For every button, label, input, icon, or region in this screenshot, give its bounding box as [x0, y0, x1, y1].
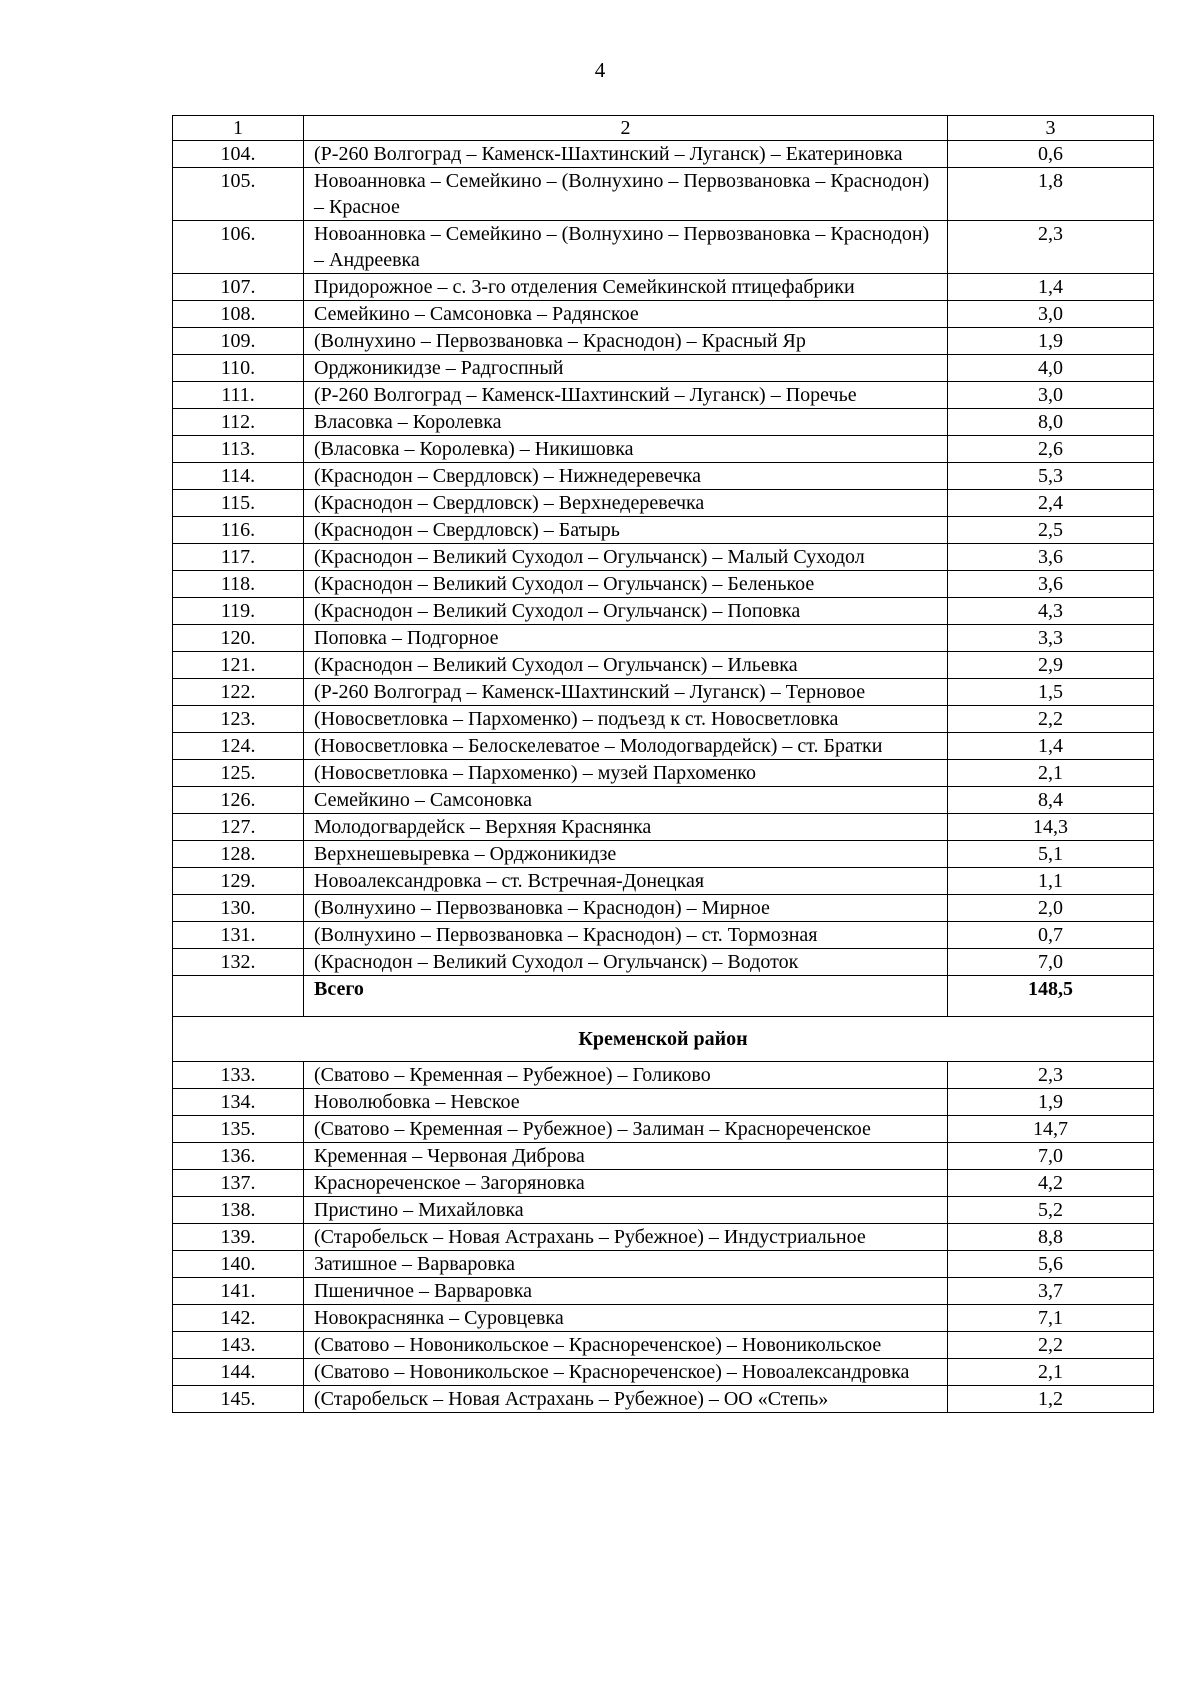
- row-number: 113.: [173, 436, 304, 463]
- road-name: Семейкино – Самсоновка: [304, 787, 948, 814]
- road-name: (Новосветловка – Пархоменко) – подъезд к ст. Новосветловка: [304, 706, 948, 733]
- row-number: 126.: [173, 787, 304, 814]
- road-length: 1,9: [948, 328, 1154, 355]
- road-length: 0,6: [948, 141, 1154, 168]
- road-name: Новокраснянка – Суровцевка: [304, 1305, 948, 1332]
- table-row: [173, 1386, 1154, 1413]
- road-name: (Сватово – Новоникольское – Краснореченское) – Новоникольское: [304, 1332, 948, 1359]
- table-row: [173, 706, 1154, 733]
- road-name: Молодогвардейск – Верхняя Краснянка: [304, 814, 948, 841]
- row-number: 143.: [173, 1332, 304, 1359]
- row-number: 144.: [173, 1359, 304, 1386]
- table-row: [173, 733, 1154, 760]
- road-length: 5,1: [948, 841, 1154, 868]
- table-row: [173, 922, 1154, 949]
- table-row: [173, 382, 1154, 409]
- table-row: [173, 868, 1154, 895]
- road-length: 2,1: [948, 760, 1154, 787]
- row-number: 142.: [173, 1305, 304, 1332]
- road-name: (Р-260 Волгоград – Каменск-Шахтинский – Луганск) – Поречье: [304, 382, 948, 409]
- table-row: [173, 787, 1154, 814]
- road-name: (Сватово – Новоникольское – Краснореченское) – Новоалександровка: [304, 1359, 948, 1386]
- road-length: 2,1: [948, 1359, 1154, 1386]
- section-title: Кременской район: [173, 1017, 1154, 1062]
- road-length: 1,5: [948, 679, 1154, 706]
- road-name: Кременная – Червоная Диброва: [304, 1143, 948, 1170]
- road-name: Верхнешевыревка – Орджоникидзе: [304, 841, 948, 868]
- table-row: [173, 1278, 1154, 1305]
- road-name: (Новосветловка – Пархоменко) – музей Пархоменко: [304, 760, 948, 787]
- total-row: [173, 976, 1154, 1017]
- table-row: [173, 463, 1154, 490]
- row-number: 123.: [173, 706, 304, 733]
- road-length: 1,1: [948, 868, 1154, 895]
- road-length: 8,4: [948, 787, 1154, 814]
- road-length: 4,0: [948, 355, 1154, 382]
- road-length: 5,6: [948, 1251, 1154, 1278]
- road-length: 2,4: [948, 490, 1154, 517]
- table-row: [173, 436, 1154, 463]
- page-number: 4: [594, 58, 606, 82]
- table-row: [173, 814, 1154, 841]
- road-length: 1,8: [948, 168, 1154, 221]
- table-row: [173, 1062, 1154, 1089]
- road-length: 7,1: [948, 1305, 1154, 1332]
- row-number: 119.: [173, 598, 304, 625]
- road-name: Пристино – Михайловка: [304, 1197, 948, 1224]
- road-length: 3,3: [948, 625, 1154, 652]
- roads-table: [172, 115, 1154, 1413]
- road-name: (Краснодон – Великий Суходол – Огульчанск) – Водоток: [304, 949, 948, 976]
- row-number: 110.: [173, 355, 304, 382]
- table-row: [173, 355, 1154, 382]
- road-name: Новолюбовка – Невское: [304, 1089, 948, 1116]
- row-number: 107.: [173, 274, 304, 301]
- table-row: [173, 168, 1154, 221]
- row-number: 118.: [173, 571, 304, 598]
- row-number: 108.: [173, 301, 304, 328]
- road-length: 2,3: [948, 221, 1154, 274]
- road-name: (Сватово – Кременная – Рубежное) – Голиково: [304, 1062, 948, 1089]
- road-length: 2,2: [948, 1332, 1154, 1359]
- road-length: 7,0: [948, 1143, 1154, 1170]
- table-row: [173, 625, 1154, 652]
- table-row: [173, 1197, 1154, 1224]
- total-value: 148,5: [948, 976, 1154, 1017]
- road-length: 3,6: [948, 571, 1154, 598]
- road-length: 14,3: [948, 814, 1154, 841]
- road-name: (Волнухино – Первозвановка – Краснодон) – Мирное: [304, 895, 948, 922]
- road-length: 2,5: [948, 517, 1154, 544]
- table-row: [173, 1305, 1154, 1332]
- road-name: Орджоникидзе – Радгоспный: [304, 355, 948, 382]
- row-number: 132.: [173, 949, 304, 976]
- table-row: [173, 328, 1154, 355]
- road-length: 7,0: [948, 949, 1154, 976]
- row-number: 104.: [173, 141, 304, 168]
- road-length: 5,2: [948, 1197, 1154, 1224]
- table-row: [173, 1116, 1154, 1143]
- road-length: 1,9: [948, 1089, 1154, 1116]
- row-number: 139.: [173, 1224, 304, 1251]
- column-header-3: 3: [948, 116, 1154, 141]
- row-number: 141.: [173, 1278, 304, 1305]
- row-number: 127.: [173, 814, 304, 841]
- table-row: [173, 274, 1154, 301]
- table-row: [173, 1143, 1154, 1170]
- road-name: (Волнухино – Первозвановка – Краснодон) – ст. Тормозная: [304, 922, 948, 949]
- row-number: 112.: [173, 409, 304, 436]
- road-length: 3,6: [948, 544, 1154, 571]
- row-number: 135.: [173, 1116, 304, 1143]
- road-name: (Р-260 Волгоград – Каменск-Шахтинский – Луганск) – Терновое: [304, 679, 948, 706]
- row-number: 105.: [173, 168, 304, 221]
- row-number: 130.: [173, 895, 304, 922]
- road-name: Краснореченское – Загоряновка: [304, 1170, 948, 1197]
- table-row: [173, 409, 1154, 436]
- table-row: [173, 841, 1154, 868]
- road-length: 3,0: [948, 301, 1154, 328]
- row-number: 120.: [173, 625, 304, 652]
- road-name: Поповка – Подгорное: [304, 625, 948, 652]
- road-name: Новоанновка – Семейкино – (Волнухино – Первозвановка – Краснодон) – Андреевка: [304, 221, 948, 274]
- table-row: [173, 598, 1154, 625]
- road-name: (Краснодон – Свердловск) – Батырь: [304, 517, 948, 544]
- road-length: 2,6: [948, 436, 1154, 463]
- row-number: 137.: [173, 1170, 304, 1197]
- road-name: (Краснодон – Свердловск) – Верхнедеревечка: [304, 490, 948, 517]
- row-number: 128.: [173, 841, 304, 868]
- road-name: Новоалександровка – ст. Встречная-Донецкая: [304, 868, 948, 895]
- road-length: 4,3: [948, 598, 1154, 625]
- row-number: 115.: [173, 490, 304, 517]
- table-row: [173, 1089, 1154, 1116]
- road-name: Семейкино – Самсоновка – Радянское: [304, 301, 948, 328]
- road-name: (Краснодон – Великий Суходол – Огульчанск) – Поповка: [304, 598, 948, 625]
- table-row: [173, 221, 1154, 274]
- road-length: 3,7: [948, 1278, 1154, 1305]
- road-name: (Сватово – Кременная – Рубежное) – Залиман – Краснореченское: [304, 1116, 948, 1143]
- road-length: 0,7: [948, 922, 1154, 949]
- column-header-2: 2: [304, 116, 948, 141]
- road-length: 2,0: [948, 895, 1154, 922]
- road-name: (Краснодон – Великий Суходол – Огульчанск) – Малый Суходол: [304, 544, 948, 571]
- table-row: [173, 490, 1154, 517]
- table-row: [173, 1224, 1154, 1251]
- road-length: 8,8: [948, 1224, 1154, 1251]
- road-name: (Власовка – Королевка) – Никишовка: [304, 436, 948, 463]
- road-length: 5,3: [948, 463, 1154, 490]
- table-row: [173, 141, 1154, 168]
- road-name: (Краснодон – Великий Суходол – Огульчанск) – Ильевка: [304, 652, 948, 679]
- total-label: Всего: [304, 976, 948, 1017]
- row-number: 145.: [173, 1386, 304, 1413]
- road-length: 1,4: [948, 274, 1154, 301]
- row-number: 106.: [173, 221, 304, 274]
- road-name: Новоанновка – Семейкино – (Волнухино – Первозвановка – Краснодон) – Красное: [304, 168, 948, 221]
- road-length: 3,0: [948, 382, 1154, 409]
- row-number: 114.: [173, 463, 304, 490]
- row-number: 122.: [173, 679, 304, 706]
- table-row: [173, 1251, 1154, 1278]
- row-number: 136.: [173, 1143, 304, 1170]
- table-row: [173, 1332, 1154, 1359]
- road-length: 1,2: [948, 1386, 1154, 1413]
- road-length: 1,4: [948, 733, 1154, 760]
- road-name: (Старобельск – Новая Астрахань – Рубежное) – ОО «Степь»: [304, 1386, 948, 1413]
- section-row: [173, 1017, 1154, 1062]
- row-number: 129.: [173, 868, 304, 895]
- row-number: 111.: [173, 382, 304, 409]
- road-name: Затишное – Варваровка: [304, 1251, 948, 1278]
- row-number: 138.: [173, 1197, 304, 1224]
- row-number: 140.: [173, 1251, 304, 1278]
- road-length: 2,3: [948, 1062, 1154, 1089]
- row-number: 117.: [173, 544, 304, 571]
- table-row: [173, 517, 1154, 544]
- table-row: [173, 949, 1154, 976]
- row-number: 116.: [173, 517, 304, 544]
- table-row: [173, 571, 1154, 598]
- table-row: [173, 1359, 1154, 1386]
- road-length: 8,0: [948, 409, 1154, 436]
- row-number: 109.: [173, 328, 304, 355]
- row-number: 124.: [173, 733, 304, 760]
- road-name: (Р-260 Волгоград – Каменск-Шахтинский – Луганск) – Екатериновка: [304, 141, 948, 168]
- row-number: 133.: [173, 1062, 304, 1089]
- row-number: 134.: [173, 1089, 304, 1116]
- table-row: [173, 544, 1154, 571]
- table-row: [173, 1170, 1154, 1197]
- table-row: [173, 652, 1154, 679]
- road-name: (Краснодон – Великий Суходол – Огульчанск) – Беленькое: [304, 571, 948, 598]
- table-row: [173, 301, 1154, 328]
- table-row: [173, 679, 1154, 706]
- roads-table-body: [173, 116, 1154, 1413]
- table-row: [173, 760, 1154, 787]
- row-number: 125.: [173, 760, 304, 787]
- total-empty-cell: [173, 976, 304, 1017]
- road-length: 2,9: [948, 652, 1154, 679]
- road-name: (Старобельск – Новая Астрахань – Рубежное) – Индустриальное: [304, 1224, 948, 1251]
- road-name: (Краснодон – Свердловск) – Нижнедеревечка: [304, 463, 948, 490]
- road-length: 4,2: [948, 1170, 1154, 1197]
- table-row: [173, 895, 1154, 922]
- road-length: 14,7: [948, 1116, 1154, 1143]
- row-number: 121.: [173, 652, 304, 679]
- road-name: Придорожное – с. 3-го отделения Семейкинской птицефабрики: [304, 274, 948, 301]
- row-number: 131.: [173, 922, 304, 949]
- table-header-row: [173, 116, 1154, 141]
- road-name: Пшеничное – Варваровка: [304, 1278, 948, 1305]
- road-length: 2,2: [948, 706, 1154, 733]
- column-header-1: 1: [173, 116, 304, 141]
- road-name: Власовка – Королевка: [304, 409, 948, 436]
- road-name: (Волнухино – Первозвановка – Краснодон) – Красный Яр: [304, 328, 948, 355]
- road-name: (Новосветловка – Белоскелеватое – Молодогвардейск) – ст. Братки: [304, 733, 948, 760]
